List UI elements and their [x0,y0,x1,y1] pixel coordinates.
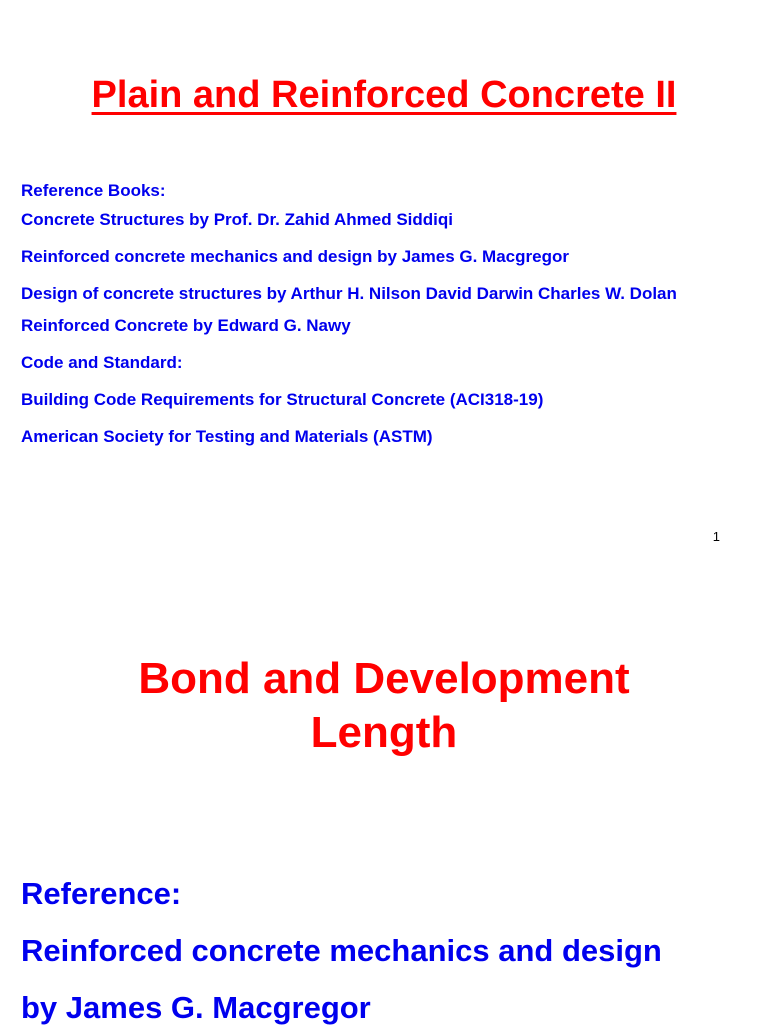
reference-list [21,180,721,463]
slide-2 [0,560,768,1024]
reference-item: Reinforced Concrete by Edward G. Nawy [21,316,351,335]
page-number: 1 [712,529,720,544]
section-title-line: Length [310,708,458,757]
reference-block [21,865,761,1036]
reference-item: Reinforced concrete mechanics and design by James G. Macgregor [21,247,569,266]
reference-line: by James G. Macgregor [21,990,371,1025]
reference-label: Reference: [21,876,182,911]
reference-item: American Society for Testing and Materials (ASTM) [21,427,433,446]
slide-title-text: Plain and Reinforced Concrete II [91,74,677,116]
reference-item: Design of concrete structures by Arthur H. Nilson David Darwin Charles W. Dolan [21,284,677,303]
section-title [0,652,768,760]
section-title-line: Bond and Development [138,654,630,703]
reference-line: Reinforced concrete mechanics and design [21,933,662,968]
slide-title [0,72,768,118]
reference-books-heading: Reference Books: [21,181,166,200]
reference-item: Building Code Requirements for Structural Concrete (ACI318-19) [21,390,544,409]
code-standard-heading: Code and Standard: [21,353,183,372]
reference-item: Concrete Structures by Prof. Dr. Zahid Ahmed Siddiqi [21,210,453,229]
